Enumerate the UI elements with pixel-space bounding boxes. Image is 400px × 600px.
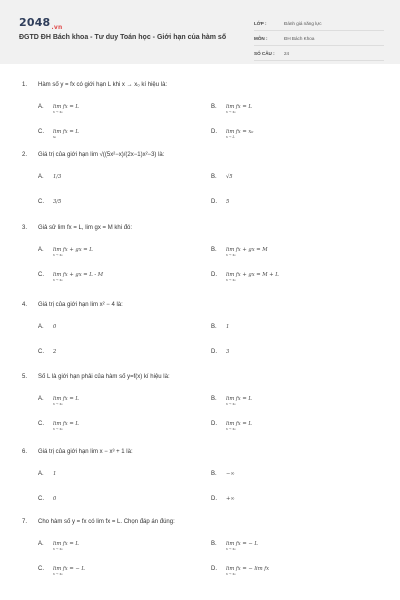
option-text: lim fx = x₀ — [226, 129, 254, 135]
question-7 — [0, 519, 400, 589]
option-label: C. — [38, 349, 44, 355]
option-text: 0 — [53, 496, 57, 502]
meta-label: SỐ CÂU : — [254, 50, 275, 56]
question-text — [22, 519, 175, 525]
answer-option-c[interactable] — [38, 349, 56, 355]
option-text: 1/3 — [53, 174, 62, 180]
option-text: +∞ — [226, 496, 235, 502]
option-label: D. — [211, 496, 217, 502]
option-text: −∞ — [226, 471, 235, 477]
limit-subscript: x₀ — [53, 135, 57, 139]
limit-subscript: x → x₀ — [53, 572, 63, 576]
answer-option-c[interactable] — [38, 566, 85, 576]
limit-subscript: x → x₀ — [226, 402, 236, 406]
answer-option-a[interactable] — [38, 174, 61, 180]
option-label: D. — [211, 129, 217, 135]
option-label: B. — [211, 541, 217, 547]
meta-label: MÔN : — [254, 35, 268, 41]
option-label: C. — [38, 421, 44, 427]
option-text: lim fx = L — [226, 421, 252, 427]
page-header — [0, 0, 400, 64]
answer-option-c[interactable] — [38, 129, 79, 139]
option-label: A. — [38, 396, 44, 402]
answer-option-d[interactable] — [211, 566, 269, 576]
question-stem: Giá trị của giới hạn lim x² − 4 là: — [38, 302, 123, 308]
limit-subscript: x → x₀ — [226, 253, 236, 257]
option-label: C. — [38, 129, 44, 135]
answer-option-c[interactable] — [38, 199, 61, 205]
answer-option-d[interactable] — [211, 496, 235, 502]
answer-option-b[interactable] — [211, 541, 258, 551]
answer-option-d[interactable] — [211, 421, 252, 431]
question-3 — [0, 225, 400, 295]
limit-subscript: x → x₀ — [53, 547, 63, 551]
option-label: B. — [211, 174, 217, 180]
option-text: lim fx = L — [53, 104, 79, 110]
logo-suffix: .vn — [51, 24, 63, 32]
answer-option-a[interactable] — [38, 471, 56, 477]
option-label: D. — [211, 199, 217, 205]
limit-subscript: x → x₀ — [226, 427, 236, 431]
question-6 — [0, 449, 400, 519]
option-text: lim fx + gx = M — [226, 247, 268, 253]
answer-option-b[interactable] — [211, 324, 229, 330]
limit-subscript: x → x₀ — [53, 402, 63, 406]
question-text — [22, 302, 123, 308]
option-text: lim fx = L — [53, 129, 79, 135]
answer-option-a[interactable] — [38, 396, 79, 406]
meta-value: ĐH Bách Khoa — [284, 35, 315, 41]
answer-option-a[interactable] — [38, 324, 56, 330]
option-label: D. — [211, 349, 217, 355]
option-text: lim fx = L — [53, 421, 79, 427]
question-stem: Giá trị của giới hạn lim √((5x²−x)/(2x−1)x²−3) là: — [38, 152, 165, 158]
question-2 — [0, 152, 400, 222]
meta-row-count — [254, 46, 384, 61]
option-label: A. — [38, 541, 44, 547]
answer-option-b[interactable] — [211, 396, 252, 406]
question-stem: Giả sử lim fx = L, lim gx = M khi đó: — [38, 225, 133, 231]
answer-option-d[interactable] — [211, 199, 229, 205]
answer-option-c[interactable] — [38, 496, 56, 502]
meta-value: Đánh giá năng lực — [284, 20, 322, 26]
limit-subscript: x → x₀ — [226, 110, 236, 114]
question-text — [22, 449, 133, 455]
option-text: lim fx + gx = L — [53, 247, 93, 253]
answer-option-c[interactable] — [38, 421, 79, 431]
answer-option-b[interactable] — [211, 104, 252, 114]
quiz-meta — [254, 16, 384, 61]
option-text: lim fx = − lim fx — [226, 566, 270, 572]
question-number: 2. — [22, 152, 28, 158]
answer-option-b[interactable] — [211, 247, 268, 257]
option-text: 5 — [226, 199, 230, 205]
option-label: D. — [211, 566, 217, 572]
limit-subscript: x → x₀ — [53, 253, 63, 257]
answer-option-d[interactable] — [211, 349, 229, 355]
option-label: D. — [211, 421, 217, 427]
option-label: B. — [211, 396, 217, 402]
limit-subscript: x → L — [226, 135, 235, 139]
question-text — [22, 374, 170, 380]
meta-value: 24 — [284, 50, 290, 56]
question-5 — [0, 374, 400, 444]
question-text — [22, 152, 164, 158]
option-text: lim fx = L — [226, 396, 252, 402]
option-text: lim fx = L — [53, 396, 79, 402]
question-text — [22, 225, 132, 231]
option-label: A. — [38, 174, 44, 180]
option-label: C. — [38, 496, 44, 502]
option-label: C. — [38, 199, 44, 205]
site-logo[interactable] — [19, 16, 62, 31]
question-1 — [0, 82, 400, 152]
answer-option-d[interactable] — [211, 129, 253, 139]
question-number: 5. — [22, 374, 28, 380]
option-text: lim fx + gx = M + L — [226, 272, 279, 278]
meta-label: LỚP : — [254, 20, 267, 26]
question-stem: Hàm số y = fx có giới hạn L khi x → x₀ kí hiệu là: — [38, 82, 168, 88]
answer-option-a[interactable] — [38, 104, 79, 114]
question-stem: Số L là giới hạn phải của hàm số y=f(x) kí hiệu là: — [38, 374, 170, 380]
answer-option-d[interactable] — [211, 272, 279, 282]
option-text: 3 — [226, 349, 230, 355]
answer-option-a[interactable] — [38, 247, 93, 257]
option-label: C. — [38, 566, 44, 572]
question-stem: Cho hàm số y = fx có lim fx = L. Chọn đáp án đúng: — [38, 519, 175, 525]
question-text — [22, 82, 167, 88]
option-label: D. — [211, 272, 217, 278]
limit-subscript: x → x₀ — [226, 547, 236, 551]
option-label: A. — [38, 471, 44, 477]
answer-option-c[interactable] — [38, 272, 103, 282]
limit-subscript: x → x₀ — [226, 278, 236, 282]
option-label: B. — [211, 104, 217, 110]
option-label: B. — [211, 247, 217, 253]
option-text: lim fx = L — [53, 541, 79, 547]
option-text: 0 — [53, 324, 57, 330]
option-text: 1 — [226, 324, 230, 330]
option-label: A. — [38, 104, 44, 110]
question-number: 1. — [22, 82, 28, 88]
option-label: A. — [38, 247, 44, 253]
option-text: 3/5 — [53, 199, 62, 205]
answer-option-b[interactable] — [211, 174, 233, 180]
question-number: 7. — [22, 519, 28, 525]
question-4 — [0, 302, 400, 372]
question-number: 3. — [22, 225, 28, 231]
option-text: 2 — [53, 349, 57, 355]
option-label: B. — [211, 324, 217, 330]
question-stem: Giá trị của giới hạn lim x − x³ + 1 là: — [38, 449, 133, 455]
option-text: lim fx + gx = L - M — [53, 272, 104, 278]
limit-subscript: x → x₀ — [53, 278, 63, 282]
option-text: √5 — [226, 174, 233, 180]
option-label: C. — [38, 272, 44, 278]
option-text: lim fx = − L — [226, 541, 258, 547]
option-label: B. — [211, 471, 217, 477]
meta-row-subject — [254, 31, 384, 46]
answer-option-b[interactable] — [211, 471, 235, 477]
quiz-title: ĐGTD ĐH Bách khoa - Tư duy Toán học - Giới hạn của hàm số — [19, 34, 227, 41]
option-text: lim fx = − L — [53, 566, 85, 572]
limit-subscript: x → x₀ — [53, 110, 63, 114]
limit-subscript: x → x₀ — [53, 427, 63, 431]
logo-text: 2048 — [19, 16, 51, 29]
option-text: 1 — [53, 471, 57, 477]
option-text: lim fx = L — [226, 104, 252, 110]
limit-subscript: x → x₀ — [226, 572, 236, 576]
answer-option-a[interactable] — [38, 541, 79, 551]
question-number: 6. — [22, 449, 28, 455]
question-number: 4. — [22, 302, 28, 308]
meta-row-class — [254, 16, 384, 31]
option-label: A. — [38, 324, 44, 330]
